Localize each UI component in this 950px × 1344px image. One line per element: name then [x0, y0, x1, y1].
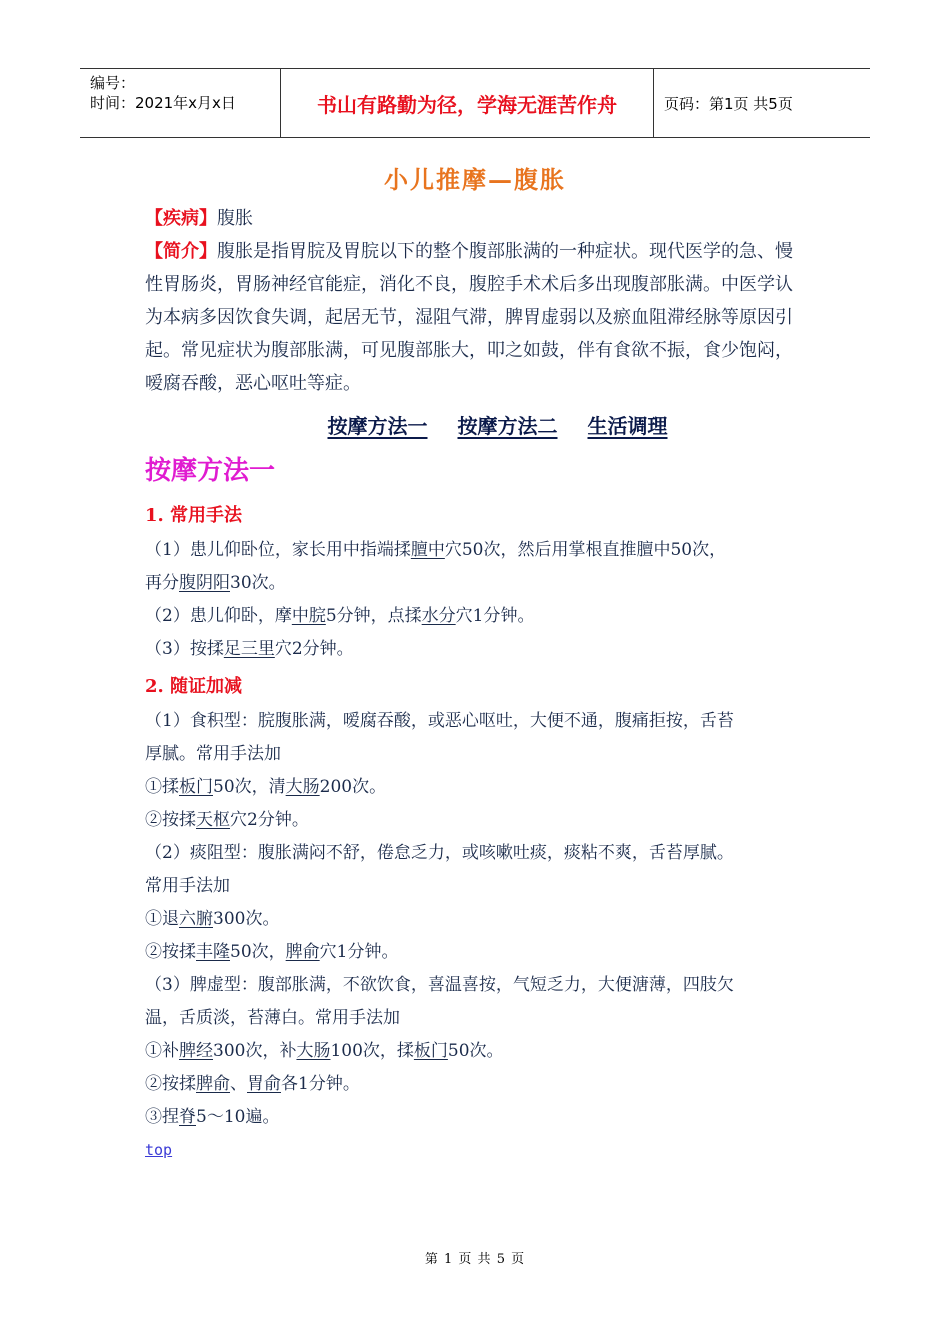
text-span: 穴1分钟。 [319, 942, 399, 962]
text-span: ②按揉 [145, 1074, 196, 1094]
body-line: 厚腻。常用手法加 [145, 744, 281, 764]
text-span: ①补 [145, 1041, 179, 1061]
page-footer: 第 1 页 共 5 页 [424, 1252, 526, 1267]
text-span: ①退 [145, 909, 179, 929]
body-line: 常用手法加 [145, 876, 230, 896]
body-line [145, 1035, 810, 1068]
text-span: 5～10遍。 [196, 1107, 280, 1127]
text-span: （3）按揉 [145, 639, 224, 659]
intro-tag: 【简介】 [145, 241, 217, 262]
text-span: 50次，清 [213, 777, 286, 797]
acupoint-link[interactable]: 胃俞 [247, 1074, 281, 1094]
header-meta [80, 69, 281, 137]
acupoint-link[interactable]: 板门 [413, 1041, 448, 1061]
time-label: 时间：2021年x月x日 [90, 94, 236, 112]
body-line [145, 1134, 810, 1167]
acupoint-link[interactable]: 脾俞 [196, 1074, 230, 1094]
body-line [145, 1101, 810, 1134]
body-line [145, 633, 810, 666]
text-span: 再分 [145, 573, 179, 593]
acupoint-link[interactable]: 腹阴阳 [179, 573, 230, 593]
document-body [145, 202, 810, 1167]
text-span: 穴2分钟。 [230, 810, 309, 830]
text-span: 30次。 [230, 573, 286, 593]
text-span: 穴1分钟。 [455, 606, 535, 626]
header-motto: 书山有路勤为径，学海无涯苦作舟 [281, 69, 654, 137]
disease-tag: 【疾病】 [145, 208, 217, 229]
acupoint-link[interactable]: 水分 [421, 606, 456, 626]
acupoint-link[interactable]: 脾俞 [285, 942, 320, 962]
acupoint-link[interactable]: 板门 [179, 777, 213, 797]
text-span: 穴50次，然后用掌根直推膻中50次， [444, 540, 727, 560]
text-span: 200次。 [319, 777, 387, 797]
text-span: 300次，补 [213, 1041, 297, 1061]
intro-text: 腹胀是指胃脘及胃脘以下的整个腹部胀满的一种症状。现代医学的急、慢性胃肠炎，胃肠神经官能症，消化不良，腹腔手术术后多出现腹部胀满。中医学认为本病多因饮食失调，起居无节，湿阻气滞，脾胃虚弱以及瘀血阻滞经脉等原因引起。常见症状为腹部胀满，可见腹部胀大，叩之如鼓，伴有食欲不振，食少饱闷，嗳腐吞酸，恶心呕吐等症。 [145, 241, 793, 394]
body-line [145, 567, 810, 600]
acupoint-link[interactable]: 中脘 [291, 606, 326, 626]
text-span: ②按揉 [145, 810, 196, 830]
acupoint-link[interactable]: 足三里 [223, 639, 275, 659]
body-line [145, 903, 810, 936]
text-span: 300次。 [213, 909, 280, 929]
body-line [145, 936, 810, 969]
body-line [145, 804, 810, 837]
body-line [145, 771, 810, 804]
text-span: 各1分钟。 [281, 1074, 360, 1094]
body-line [145, 1068, 810, 1101]
text-span: 50次。 [447, 1041, 504, 1061]
acupoint-link[interactable]: 六腑 [179, 909, 213, 929]
acupoint-link[interactable]: 大肠 [296, 1041, 331, 1061]
acupoint-link[interactable]: 天枢 [196, 810, 230, 830]
page-header [80, 68, 870, 138]
acupoint-link[interactable]: 膻中 [410, 540, 445, 560]
body-line [145, 600, 810, 633]
text-span: （2）患儿仰卧，摩 [145, 606, 292, 626]
document-title: 小儿推摩—腹胀 [384, 165, 566, 194]
body-line: （2）痰阻型：腹胀满闷不舒，倦怠乏力，或咳嗽吐痰，痰粘不爽，舌苔厚腻。 [145, 843, 734, 863]
body-line: 温，舌质淡，苔薄白。常用手法加 [145, 1008, 400, 1028]
nav-link-life-care[interactable]: 生活调理 [587, 414, 668, 438]
text-span: （1）患儿仰卧位，家长用中指端揉 [145, 540, 411, 560]
subsection-common-techniques: 1. 常用手法 [145, 505, 243, 526]
body-line: （1）食积型：脘腹胀满，嗳腐吞酸，或恶心呕吐，大便不通，腹痛拒按，舌苔 [145, 711, 734, 731]
intro-paragraph [145, 235, 810, 400]
section-title-method-1: 按摩方法一 [145, 456, 276, 486]
acupoint-link[interactable]: 大肠 [285, 777, 320, 797]
text-span: 50次， [230, 942, 286, 962]
nav-link-method-2[interactable]: 按摩方法二 [457, 414, 558, 438]
method-nav [145, 410, 810, 443]
text-span: ①揉 [145, 777, 179, 797]
acupoint-link[interactable]: 脾经 [179, 1041, 213, 1061]
text-span: 5分钟，点揉 [325, 606, 422, 626]
number-label: 编号： [90, 74, 136, 92]
text-span: ③捏 [145, 1107, 179, 1127]
text-span: 、 [230, 1074, 247, 1094]
text-span: 100次，揉 [330, 1041, 414, 1061]
text-span: 穴2分钟。 [274, 639, 354, 659]
acupoint-link[interactable]: 丰隆 [196, 942, 230, 962]
acupoint-link[interactable]: 脊 [179, 1107, 196, 1127]
nav-link-method-1[interactable]: 按摩方法一 [327, 414, 428, 438]
back-to-top-link[interactable]: top [145, 1141, 173, 1159]
body-line: （3）脾虚型：腹部胀满，不欲饮食，喜温喜按，气短乏力，大便溏薄，四肢欠 [145, 975, 734, 995]
subsection-symptom-adjust: 2. 随证加减 [145, 676, 243, 697]
header-page-info: 页码：第1页 共5页 [664, 94, 793, 113]
body-line [145, 534, 810, 567]
disease-name: 腹胀 [217, 208, 253, 229]
disease-line [145, 202, 810, 235]
text-span: ②按揉 [145, 942, 196, 962]
